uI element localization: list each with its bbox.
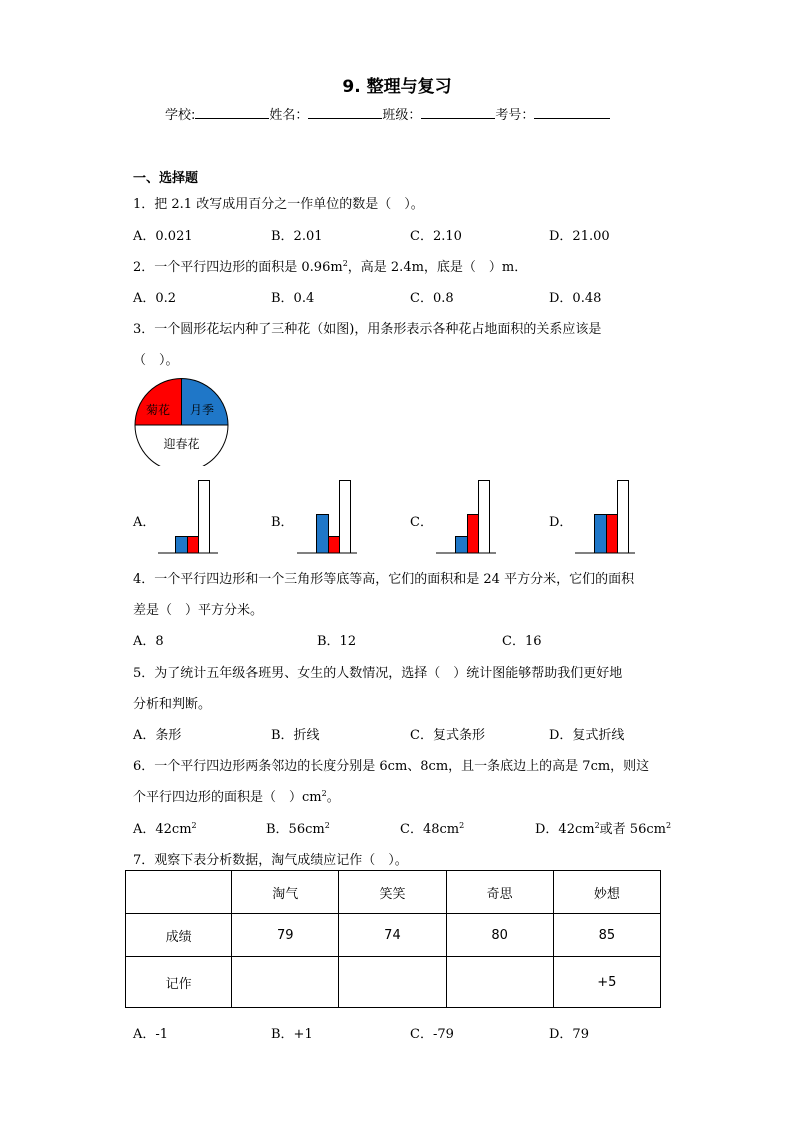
class-blank[interactable] xyxy=(421,104,495,119)
bar-rose xyxy=(176,537,188,554)
table-cell: 记作 xyxy=(126,957,232,1008)
q3-option-c: C． xyxy=(410,515,433,530)
bar-chrysanthemum xyxy=(329,537,340,554)
q7-option-c: C．-79 xyxy=(410,1027,454,1042)
bar-winter-jasmine xyxy=(340,481,351,554)
table-row xyxy=(126,957,661,1008)
table-cell: 妙想 xyxy=(553,871,660,914)
bar-winter-jasmine xyxy=(479,481,490,554)
table-cell: 淘气 xyxy=(232,871,339,914)
q3-option-d: D． xyxy=(549,515,573,530)
table-cell xyxy=(126,871,232,914)
q2-option-b: B．0.4 xyxy=(271,291,315,306)
table-cell: 74 xyxy=(339,914,446,957)
q6-option-d: D．$42cm^2$或者 $56cm^2$ xyxy=(535,821,672,837)
page-title: 9. 整理与复习 xyxy=(342,77,452,97)
q2-option-d: D．0.48 xyxy=(549,291,602,306)
question-4-line-2: 差是（ ）平方分米。 xyxy=(133,603,264,618)
bar-rose xyxy=(317,515,329,554)
flower-bed-pie-figure xyxy=(134,378,230,466)
question-3-line-2: （ ）。 xyxy=(133,353,179,368)
pie-label-rose: 月季 xyxy=(189,403,215,417)
bar-chrysanthemum xyxy=(607,515,618,554)
name-label: 姓名： xyxy=(269,108,309,123)
table-cell: 奇思 xyxy=(446,871,553,914)
table-cell xyxy=(446,957,553,1008)
q5-option-c: C．复式条形 xyxy=(410,728,485,743)
bar-winter-jasmine xyxy=(199,481,210,554)
q4-option-c: C．16 xyxy=(502,634,542,649)
table-cell xyxy=(232,957,339,1008)
section-title: 一、选择题 xyxy=(133,171,199,186)
q7-option-a: A．-1 xyxy=(133,1027,169,1042)
option-d-bar-chart xyxy=(575,478,639,556)
q3-option-b: B． xyxy=(271,515,294,530)
q2-option-a: A．0.2 xyxy=(133,291,177,306)
table-cell xyxy=(339,957,446,1008)
table-cell: +5 xyxy=(553,957,660,1008)
question-4-line-1: 4．一个平行四边形和一个三角形等底等高，它们的面积和是 24 平方分米，它们的面积 xyxy=(133,572,635,587)
table-row xyxy=(126,914,661,957)
q7-option-d: D．79 xyxy=(549,1027,589,1042)
q7-option-b: B．+1 xyxy=(271,1027,313,1042)
q3-option-a: A． xyxy=(133,515,156,530)
school-label: 学校: xyxy=(165,108,196,123)
school-blank[interactable] xyxy=(195,104,269,119)
table-cell: 79 xyxy=(232,914,339,957)
pie-slice-chrysanthemum xyxy=(135,379,182,426)
question-6-line-1: 6．一个平行四边形两条邻边的长度分别是 6cm、8cm，且一条底边上的高是 7cm，则这 xyxy=(133,759,650,774)
exam-label: 考号： xyxy=(495,108,535,123)
option-b-bar-chart xyxy=(297,478,361,556)
q1-option-b: B．2.01 xyxy=(271,229,323,244)
option-c-bar-chart xyxy=(436,478,500,556)
table-cell: 笑笑 xyxy=(339,871,446,914)
bar-chrysanthemum xyxy=(188,537,199,554)
question-3-line-1: 3．一个圆形花坛内种了三种花（如图)，用条形表示各种花占地面积的关系应该是 xyxy=(133,322,602,337)
pie-label-winter-jasmine: 迎春花 xyxy=(163,437,200,451)
q2-option-c: C．0.8 xyxy=(410,291,454,306)
q4-option-a: A．8 xyxy=(133,634,164,649)
name-blank[interactable] xyxy=(308,104,382,119)
question-2: 2．一个平行四边形的面积是 $0.96m^2$，高是 2.4m，底是（ ）m． xyxy=(133,259,528,275)
pie-slice-rose xyxy=(182,379,229,426)
table-cell: 80 xyxy=(446,914,553,957)
exam-blank[interactable] xyxy=(534,104,610,119)
q6-option-a: A．$42cm^2$ xyxy=(133,821,197,837)
bar-rose xyxy=(456,537,468,554)
question-5-line-2: 分析和判断。 xyxy=(133,697,212,712)
bar-rose xyxy=(595,515,607,554)
pie-label-chrysanthemum: 菊花 xyxy=(145,403,171,417)
question-7: 7．观察下表分析数据，淘气成绩应记作（ ）。 xyxy=(133,853,408,868)
q5-option-b: B．折线 xyxy=(271,728,320,743)
q4-option-b: B．12 xyxy=(317,634,357,649)
q5-option-d: D．复式折线 xyxy=(549,728,625,743)
q1-option-a: A．0.021 xyxy=(133,229,193,244)
q6-option-c: C．$48cm^2$ xyxy=(400,821,465,837)
q1-option-c: C．2.10 xyxy=(410,229,462,244)
q5-option-a: A．条形 xyxy=(133,728,182,743)
table-cell: 成绩 xyxy=(126,914,232,957)
bar-winter-jasmine xyxy=(618,481,629,554)
question-6-line-2: 个平行四边形的面积是（ ）$cm^2$。 xyxy=(133,789,340,805)
bar-chrysanthemum xyxy=(468,515,479,554)
score-table xyxy=(125,870,661,1008)
question-5-line-1: 5．为了统计五年级各班男、女生的人数情况，选择（ ）统计图能够帮助我们更好地 xyxy=(133,666,623,681)
q1-option-d: D．21.00 xyxy=(549,229,610,244)
option-a-bar-chart xyxy=(158,478,222,556)
class-label: 班级： xyxy=(382,108,422,123)
q6-option-b: B．$56cm^2$ xyxy=(266,821,330,837)
table-header-row xyxy=(126,871,661,914)
question-1: 1．把 2.1 改写成用百分之一作单位的数是（ ）。 xyxy=(133,197,424,212)
student-info-line xyxy=(165,104,610,123)
table-cell: 85 xyxy=(553,914,660,957)
